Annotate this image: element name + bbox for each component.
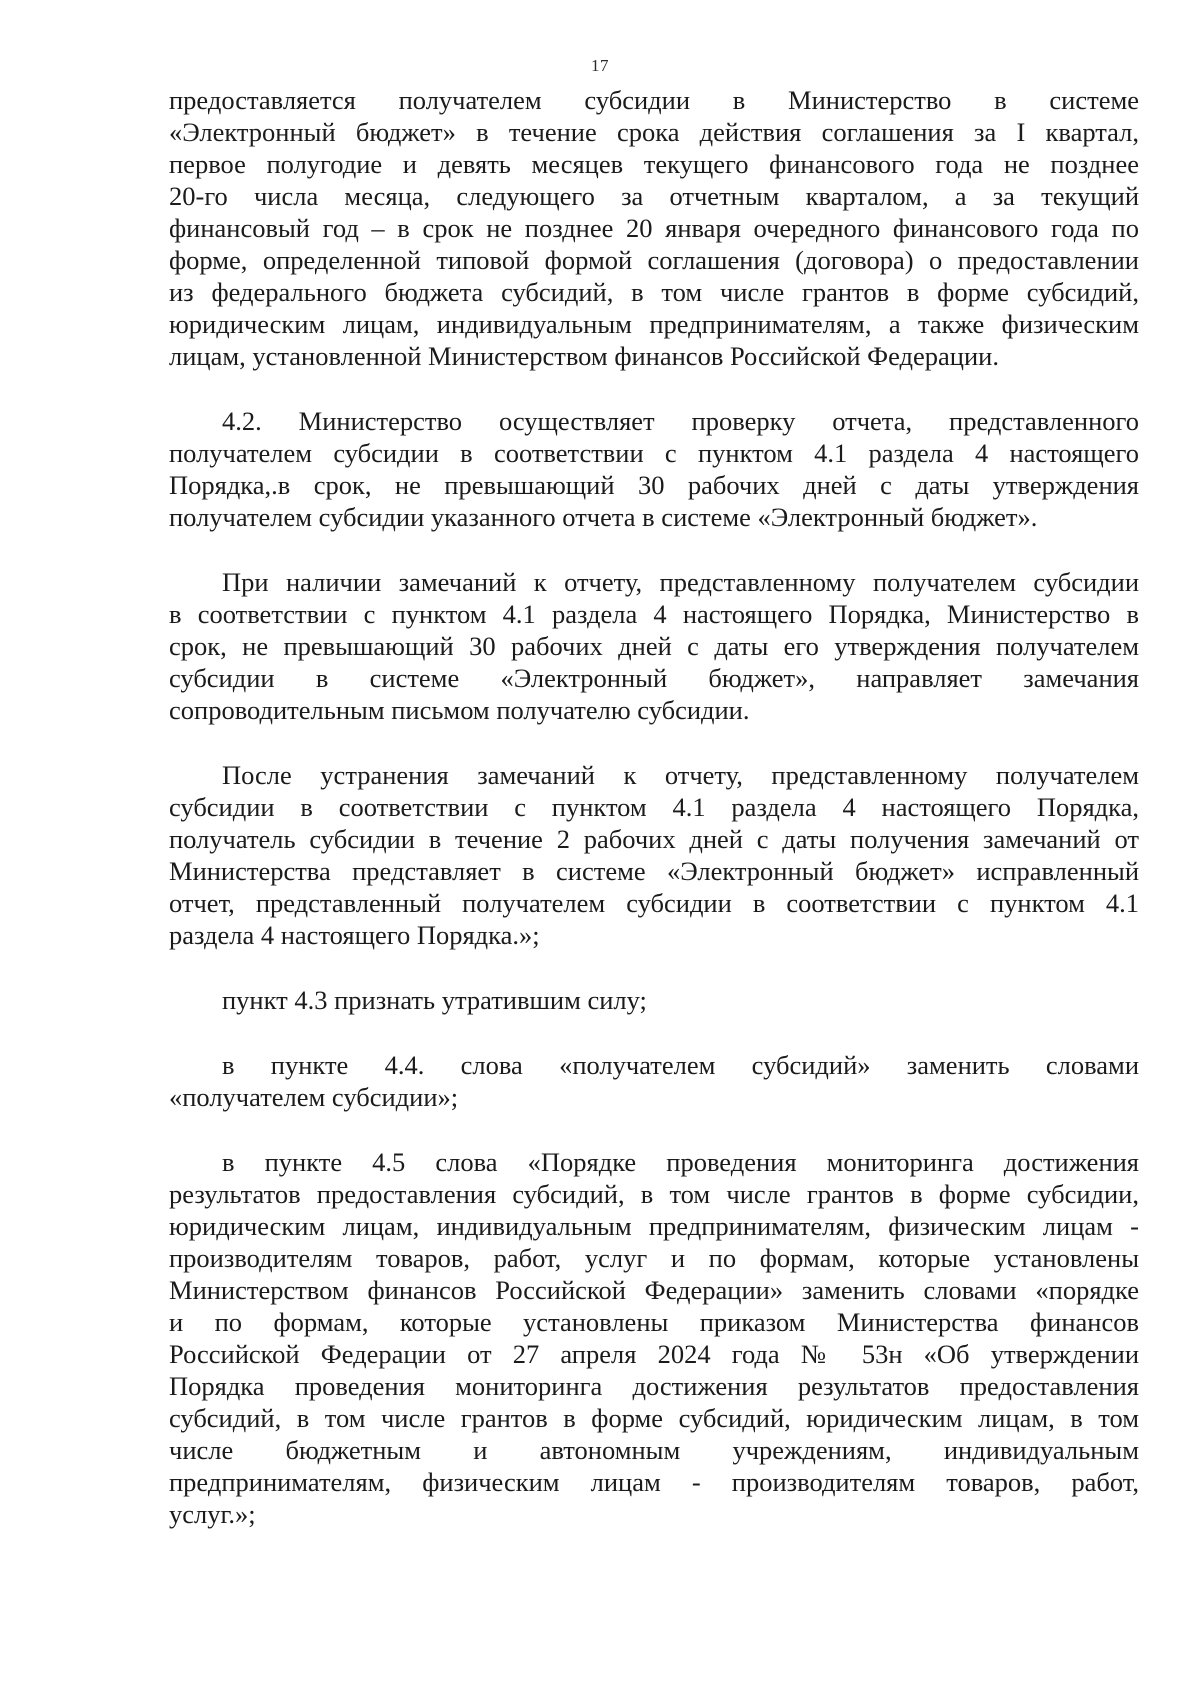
text-line: юридическим лицам, индивидуальным предпринимателям, а также физическим — [169, 309, 1139, 339]
text-line: При наличии замечаний к отчету, представленному получателем субсидии — [222, 567, 1139, 597]
text-line: юридическим лицам, индивидуальным предпринимателям, физическим лицам - — [169, 1211, 1139, 1241]
text-line: Порядка,.в срок, не превышающий 30 рабочих дней с даты утверждения — [169, 470, 1139, 500]
text-line: субсидии в соответствии с пунктом 4.1 раздела 4 настоящего Порядка, — [169, 792, 1139, 822]
paragraph-4-3 — [169, 984, 1139, 1016]
text-line: отчет, представленный получателем субсидии в соответствии с пунктом 4.1 — [169, 888, 1139, 918]
text-line: финансовый год – в срок не позднее 20 января очередного финансового года по — [169, 213, 1139, 243]
paragraph-report-submission — [169, 84, 1139, 372]
text-line: получатель субсидии в течение 2 рабочих дней с даты получения замечаний от — [169, 824, 1139, 854]
text-line: После устранения замечаний к отчету, представленному получателем — [222, 760, 1139, 790]
text-line: получателем субсидии в соответствии с пунктом 4.1 раздела 4 настоящего — [169, 438, 1139, 468]
text-line: Министерства представляет в системе «Электронный бюджет» исправленный — [169, 856, 1139, 886]
text-line: числе бюджетным и автономным учреждениям, индивидуальным — [169, 1435, 1139, 1465]
paragraph-remarks — [169, 566, 1139, 726]
text-line: услуг.»; — [169, 1499, 256, 1529]
paragraph-corrections — [169, 759, 1139, 951]
text-line: сопроводительным письмом получателю субсидии. — [169, 695, 750, 725]
text-line: форме, определенной типовой формой соглашения (договора) о предоставлении — [169, 245, 1139, 275]
text-line: Российской Федерации от 27 апреля 2024 года № 53н «Об утверждении — [169, 1339, 1139, 1369]
document-body — [169, 84, 1139, 1530]
text-line: и по формам, которые установлены приказом Министерства финансов — [169, 1307, 1139, 1337]
text-line: «получателем субсидии»; — [169, 1082, 459, 1112]
text-line: из федерального бюджета субсидий, в том числе грантов в форме субсидий, — [169, 277, 1139, 307]
paragraph-4-2 — [169, 405, 1139, 533]
paragraph-4-5 — [169, 1146, 1139, 1530]
text-line: 20-го числа месяца, следующего за отчетным кварталом, а за текущий — [169, 181, 1139, 211]
text-line: раздела 4 настоящего Порядка.»; — [169, 920, 540, 950]
text-line: лицам, установленной Министерством финансов Российской Федерации. — [169, 341, 999, 371]
text-line: 4.2. Министерство осуществляет проверку отчета, представленного — [222, 406, 1139, 436]
text-line: Министерством финансов Российской Федерации» заменить словами «порядке — [169, 1275, 1139, 1305]
text-line: Порядка проведения мониторинга достижения результатов предоставления — [169, 1371, 1139, 1401]
text-line: «Электронный бюджет» в течение срока действия соглашения за I квартал, — [169, 117, 1139, 147]
text-line: субсидий, в том числе грантов в форме субсидий, юридическим лицам, в том — [169, 1403, 1139, 1433]
page-number: 17 — [591, 56, 609, 75]
text-line: в пункте 4.4. слова «получателем субсидий» заменить словами — [222, 1050, 1139, 1080]
text-line: в соответствии с пунктом 4.1 раздела 4 настоящего Порядка, Министерство в — [169, 599, 1139, 629]
text-line: предоставляется получателем субсидии в Министерство в системе — [169, 85, 1139, 115]
paragraph-4-4 — [169, 1049, 1139, 1113]
text-line: субсидии в системе «Электронный бюджет», направляет замечания — [169, 663, 1139, 693]
text-line: пункт 4.3 признать утратившим силу; — [222, 985, 647, 1015]
text-line: в пункте 4.5 слова «Порядке проведения мониторинга достижения — [222, 1147, 1139, 1177]
text-line: производителям товаров, работ, услуг и по формам, которые установлены — [169, 1243, 1139, 1273]
text-line: предпринимателям, физическим лицам - производителям товаров, работ, — [169, 1467, 1139, 1497]
text-line: получателем субсидии указанного отчета в системе «Электронный бюджет». — [169, 502, 1038, 532]
text-line: срок, не превышающий 30 рабочих дней с даты его утверждения получателем — [169, 631, 1139, 661]
text-line: результатов предоставления субсидий, в том числе грантов в форме субсидии, — [169, 1179, 1139, 1209]
text-line: первое полугодие и девять месяцев текущего финансового года не позднее — [169, 149, 1139, 179]
